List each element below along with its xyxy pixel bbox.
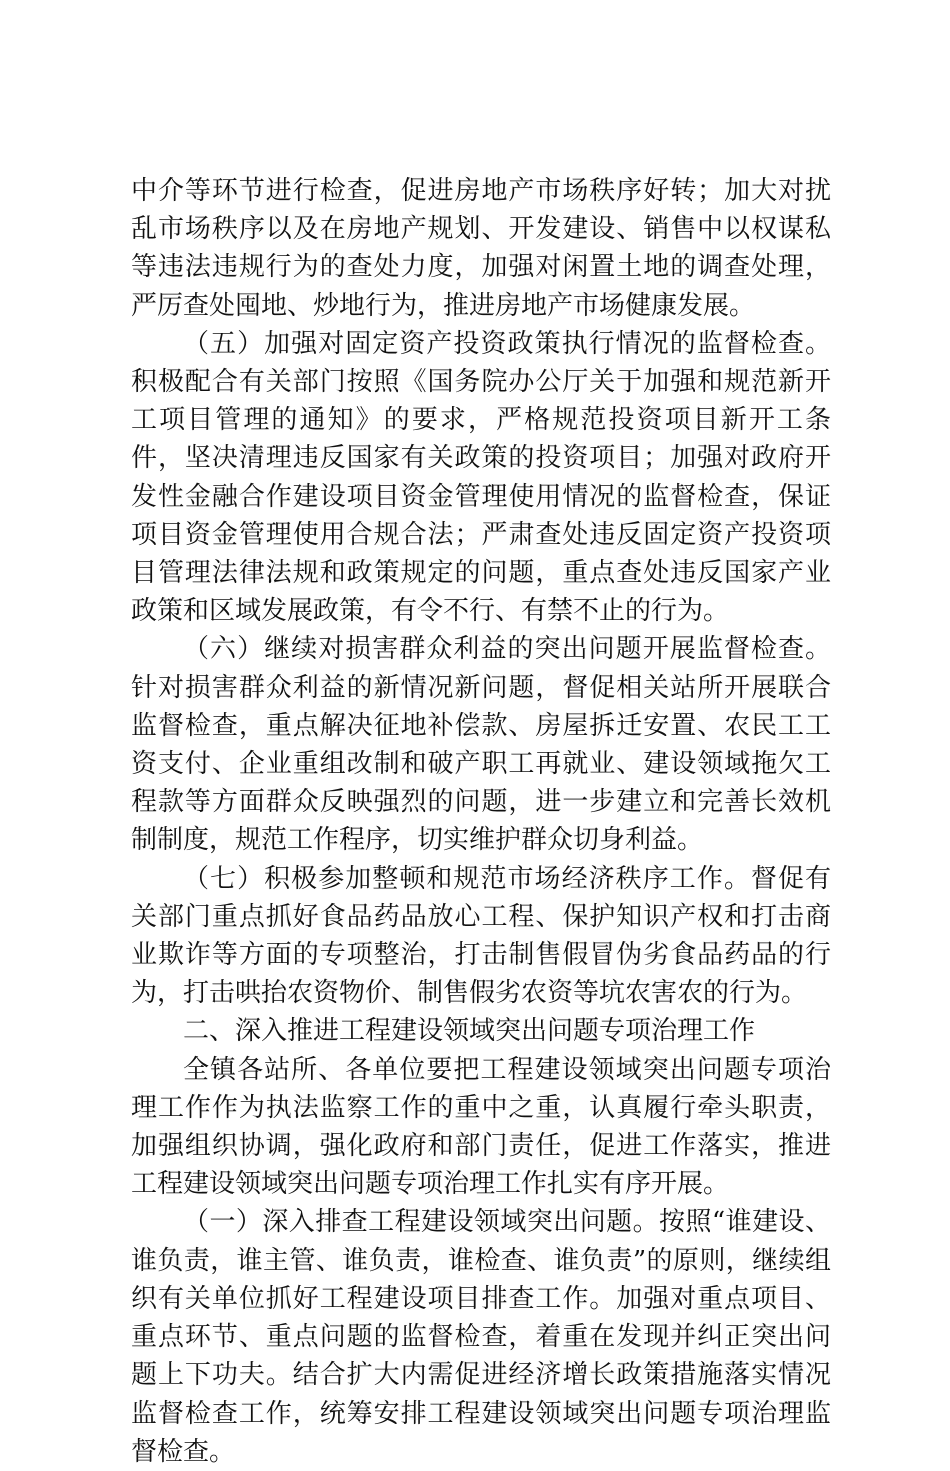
paragraph-section-2-intro: 全镇各站所、各单位要把工程建设领域突出问题专项治理工作作为执法监察工作的重中之重，认真履行牵头职责，加强组织协调，强化政府和部门责任，促进工作落实，推进工程建设领域突出问题专项治理工作扎实有序开展。 <box>131 1054 831 1200</box>
paragraph-item-6: （六）继续对损害群众利益的突出问题开展监督检查。针对损害群众利益的新情况新问题，督促相关站所开展联合监督检查，重点解决征地补偿款、房屋拆迁安置、农民工工资支付、企业重组改制和破产职工再就业、建设领域拖欠工程款等方面群众反映强烈的问题，进一步建立和完善长效机制制度，规范工作程序，切实维护群众切身利益。 <box>131 634 831 856</box>
paragraph-section-2-item-1: （一）深入排查工程建设领域突出问题。按照“谁建设、谁负责，谁主管、谁负责，谁检查、谁负责”的原则，继续组织有关单位抓好工程建设项目排查工作。加强对重点项目、重点环节、重点问题的监督检查，着重在发现并纠正突出问题上下功夫。结合扩大内需促进经济增长政策措施落实情况监督检查工作，统筹安排工程建设领域突出问题专项治理监督检查。 <box>131 1207 831 1467</box>
document-body <box>131 172 831 1471</box>
paragraph-item-5: （五）加强对固定资产投资政策执行情况的监督检查。积极配合有关部门按照《国务院办公厅关于加强和规范新开工项目管理的通知》的要求，严格规范投资项目新开工条件，坚决清理违反国家有关政策的投资项目；加强对政府开发性金融合作建设项目资金管理使用情况的监督检查，保证项目资金管理使用合规合法；严肃查处违反固定资产投资项目管理法律法规和政策规定的问题，重点查处违反国家产业政策和区域发展政策，有令不行、有禁不止的行为。 <box>131 328 831 627</box>
paragraph-item-7: （七）积极参加整顿和规范市场经济秩序工作。督促有关部门重点抓好食品药品放心工程、保护知识产权和打击商业欺诈等方面的专项整治，打击制售假冒伪劣食品药品的行为，打击哄抬农资物价、制售假劣农资等坑农害农的行为。 <box>131 863 831 1009</box>
paragraph-continuation: 中介等环节进行检查，促进房地产市场秩序好转；加大对扰乱市场秩序以及在房地产规划、开发建设、销售中以权谋私等违法违规行为的查处力度，加强对闲置土地的调查处理，严厉查处囤地、炒地行为，推进房地产市场健康发展。 <box>131 176 831 321</box>
section-heading-2: 二、深入推进工程建设领域突出问题专项治理工作 <box>183 1016 756 1047</box>
